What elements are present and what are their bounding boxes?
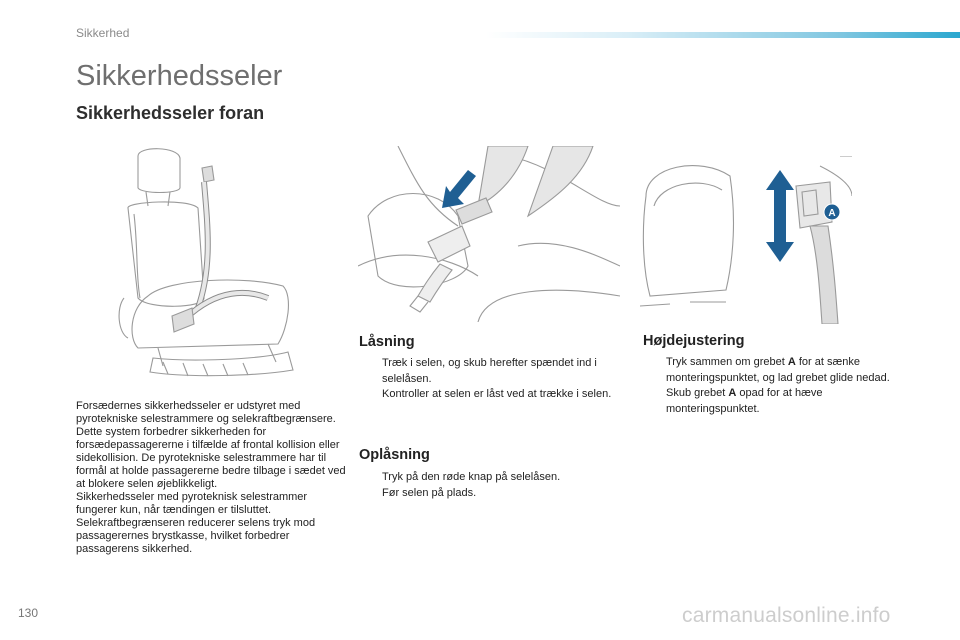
height-adjuster-illustration — [640, 156, 852, 324]
oplasning-steps — [359, 470, 621, 501]
seat-belt-illustration — [108, 148, 308, 384]
list-item: Tryk på den røde knap på selelåsen. — [382, 471, 561, 483]
lasning-steps — [359, 356, 621, 403]
adjust-updown-arrow-icon — [766, 170, 794, 262]
page-subtitle: Sikkerhedsseler foran — [76, 103, 265, 123]
page-number: 130 — [18, 606, 39, 620]
list-item: Træk i selen, og skub herefter spændet ind i selelåsen. — [382, 357, 597, 385]
intro-text — [76, 400, 346, 556]
marker-a-label: A — [828, 208, 836, 219]
list-item: Kontroller at selen er låst ved at trække i selen. — [382, 388, 612, 400]
intro-paragraph: Selekraftbegrænseren reducerer selens tryk mod passagerernes brystkasse, hvilket forbedrer passagerens sikkerhed. — [76, 517, 316, 555]
section-title-lasning: Låsning — [359, 334, 415, 350]
buckle-illustration — [358, 146, 620, 322]
intro-paragraph: Dette system forbedrer sikkerheden for forsædepassagererne i tilfælde af frontal kollision eller sidekollision. De pyrotekniske selestrammere har til formål at holde passagererne bedre tilbage i sædet ved at blokere selen øjeblikkeligt. — [76, 426, 346, 490]
header-accent-bar — [486, 32, 960, 38]
marker-a-ref: A — [728, 387, 737, 399]
marker-a-ref: A — [787, 356, 796, 368]
intro-paragraph: Sikkerhedsseler med pyroteknisk selestrammer fungerer kun, når tændingen er tilsluttet. — [76, 491, 308, 516]
watermark: carmanualsonline.info — [682, 604, 891, 627]
list-item: Tryk sammen om grebet A for at sænke monteringspunktet, og lad grebet glide nedad. — [666, 356, 890, 384]
section-title-hojdejustering: Højdejustering — [643, 333, 745, 349]
list-item: Skub grebet A opad for at hæve monteringspunktet. — [666, 387, 823, 415]
list-item: Før selen på plads. — [382, 486, 477, 499]
intro-paragraph: Forsædernes sikkerhedsseler er udstyret med pyrotekniske selestrammere og selekraftbegrænsere. — [76, 400, 336, 425]
hojdejustering-steps — [643, 355, 893, 417]
insert-arrow-icon — [442, 170, 476, 208]
section-title-oplasning: Oplåsning — [359, 447, 430, 463]
page-title: Sikkerhedsseler — [76, 60, 283, 92]
chapter-label: Sikkerhed — [76, 26, 130, 40]
